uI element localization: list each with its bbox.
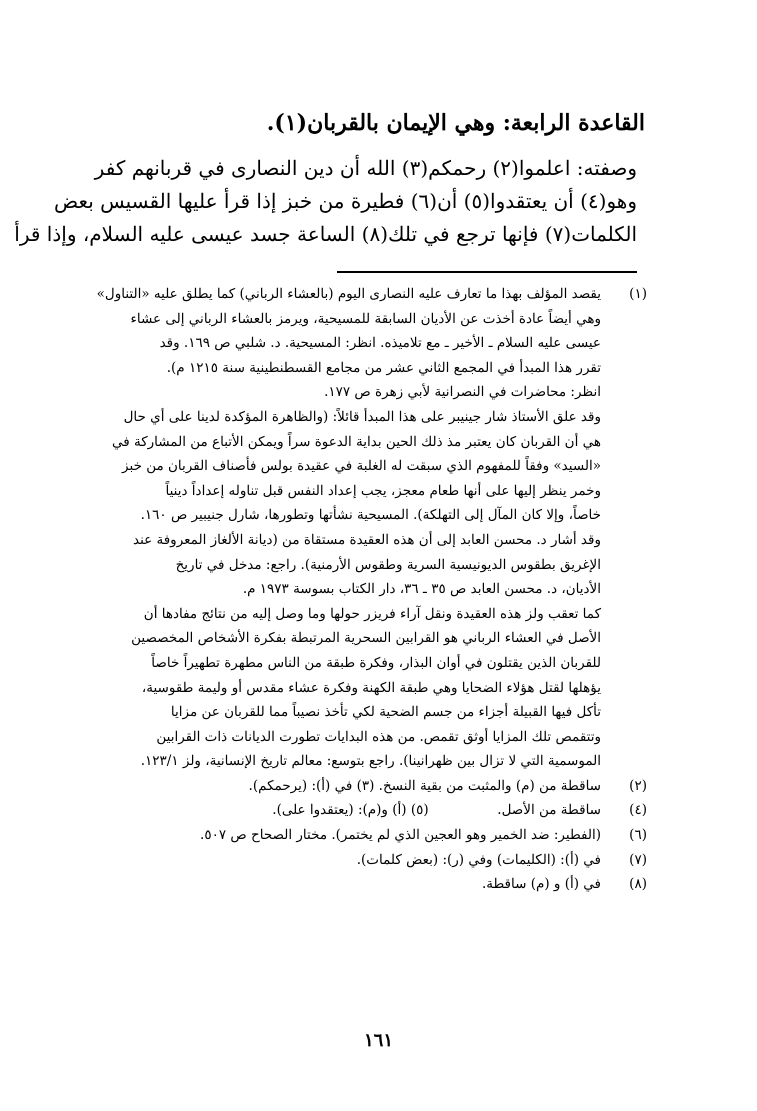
footnotes (60, 282, 647, 897)
section-heading: القاعدة الرابعة: وهي الإيمان بالقربان(١). (266, 110, 645, 136)
footnote-line: يؤهلها لقتل هؤلاء الضحايا وهي طبقة الكهنة وفكرة عشاء مقدس أو وليمة طقوسية، (141, 679, 601, 696)
footnote-4 (60, 798, 647, 823)
page-number: ١٦١ (363, 1030, 393, 1051)
footnote-line: ساقطة من الأصل. (٥) (أ) و(م): (يعتقدوا على). (272, 802, 601, 819)
footnote-line: انظر: محاضرات في النصرانية لأبي زهرة ص ١٧٧. (324, 384, 601, 401)
footnote-line: الأديان، د. محسن العابد ص ٣٥ ـ ٣٦، دار الكتاب بسوسة ١٩٧٣ م. (242, 581, 601, 598)
footnote-number: (٦) (629, 827, 647, 844)
footnote-8 (60, 872, 647, 897)
footnote-line: كما تعقب ولز هذه العقيدة ونقل آراء فريزر حولها وما وصل إليه من نتائج مفادها أن (143, 605, 601, 622)
footnote-line: للقربان الذين يقتلون في أوان البذار، وفكرة طبقة من الناس مطهرة تطهيراً خاصاً (151, 654, 601, 671)
main-text (14, 152, 637, 251)
footnote-7 (60, 848, 647, 873)
footnote-line: في (أ) و (م) ساقطة. (481, 876, 601, 893)
footnote-line: خاصاً، وإلا كان المآل إلى التهلكة). المسيحية نشأتها وتطورها، شارل جنيبير ص ١٦٠. (140, 507, 601, 524)
footnote-line: الإغريق بطقوس الديونيسية السرية وطقوس الأرمنية). راجع: مدخل في تاريخ (175, 556, 601, 573)
footnote-number: (٧) (629, 851, 647, 868)
main-text-line: وصفته: اعلموا(٢) رحمكم(٣) الله أن دين النصارى في قربانهم كفر (94, 156, 637, 180)
footnote-1 (60, 282, 647, 774)
footnote-number: (٢) (629, 777, 647, 794)
footnote-number: (٨) (629, 876, 647, 893)
footnote-body (60, 848, 601, 873)
footnote-line: (الفطير: ضد الخمير وهو العجين الذي لم يختمر). مختار الصحاح ص ٥٠٧. (200, 827, 601, 844)
footnote-line: «السيد» وفقاً للمفهوم الذي سبقت له الغلبة في عقيدة بولس فأصناف القربان من خبز (122, 458, 601, 475)
footnote-body (60, 823, 601, 848)
footnote-line: الموسمية التي لا تزال بين ظهرانينا). راجع بتوسع: معالم تاريخ الإنسانية، ولز ١٢٣/١. (140, 753, 601, 770)
footnote-body (60, 872, 601, 897)
footnote-6 (60, 823, 647, 848)
footnote-number: (٤) (629, 802, 647, 819)
footnote-2 (60, 774, 647, 799)
footnote-line: الأصل في العشاء الرباني هو القرابين السحرية المرتبطة بفكرة الأشخاص المخصصين (131, 630, 601, 647)
main-text-line: الكلمات(٧) فإنها ترجع في تلك(٨) الساعة جسد عيسى عليه السلام، وإذا قرأ (14, 222, 637, 246)
footnote-body (60, 774, 601, 799)
footnote-line: هي أن القربان كان يعتبر مذ ذلك الحين بداية الدعوة سراً ويمكن الأتباع من المشاركة في (111, 433, 601, 450)
main-text-line: وهو(٤) أن يعتقدوا(٥) أن(٦) فطيرة من خبز إذا قرأ عليها القسيس بعض (54, 189, 637, 213)
footnote-line: وتتقمص تلك المزايا أوثق تقمص. من هذه البدايات تطورت الديانات ذات القرابين (156, 728, 601, 745)
footnote-line: وخمر ينظر إليها على أنها طعام معجز، يجب إعداد النفس قبل تناوله إعداداً دينياً (165, 482, 601, 499)
footnote-line: يقصد المؤلف بهذا ما تعارف عليه النصارى اليوم (بالعشاء الرباني) كما يطلق عليه «التناول» (96, 286, 601, 302)
footnote-line: وهي أيضاً عادة أخذت عن الأديان السابقة للمسيحية، ويرمز بالعشاء الرباني إلى عشاء (130, 310, 601, 327)
footnote-line: تقرر هذا المبدأ في المجمع الثاني عشر من مجامع القسطنطينية سنة ١٢١٥ م). (166, 359, 601, 376)
footnote-body (60, 282, 601, 774)
footnote-body (60, 798, 601, 823)
footnote-line: في (أ): (الكليمات) وفي (ر): (بعض كلمات). (356, 851, 601, 868)
footnote-line: وقد أشار د. محسن العابد إلى أن هذه العقيدة مستقاة من (ديانة الألغاز المعروفة عند (132, 531, 601, 548)
footnote-line: ساقطة من (م) والمثبت من بقية النسخ. (٣) في (أ): (يرحمكم). (248, 777, 601, 794)
footnote-line: عيسى عليه السلام ـ الأخير ـ مع تلاميذه. انظر: المسيحية. د. شلبي ص ١٦٩. وقد (159, 335, 601, 352)
footnote-line: تأكل فيها القبيلة أجزاء من جسم الضحية لكي تأخذ نصيباً مما للقربان عن مزايا (170, 704, 601, 721)
footnote-separator (337, 271, 637, 273)
footnote-line: وقد علق الأستاذ شار جينيبر على هذا المبدأ قائلاً: (والظاهرة المؤكدة لدينا على أي حال (123, 408, 601, 425)
footnote-number: (١) (629, 286, 647, 302)
